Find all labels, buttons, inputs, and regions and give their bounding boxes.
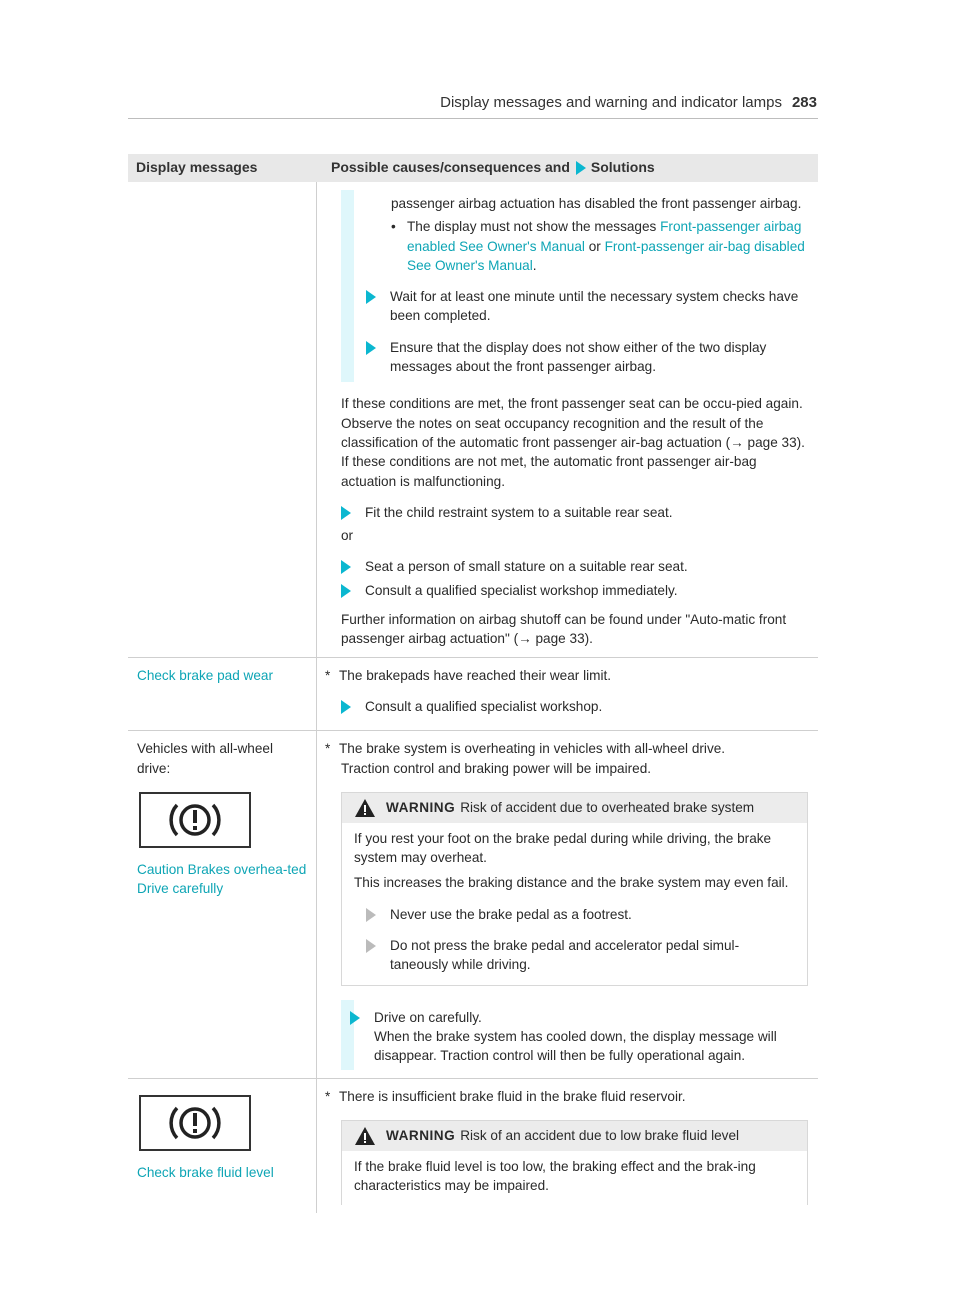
cause-detail: Traction control and braking power will be impaired. bbox=[341, 760, 652, 776]
display-message: Front-passenger air-bag disabled See Owner's Manual bbox=[407, 238, 805, 273]
message-cell bbox=[128, 658, 317, 731]
brake-warning-icon bbox=[139, 1095, 251, 1151]
message-cell bbox=[128, 182, 317, 657]
table-header bbox=[128, 154, 818, 182]
step bbox=[341, 697, 808, 722]
warning-triangle-icon bbox=[354, 1126, 376, 1146]
cause bbox=[325, 1087, 808, 1106]
col-header-causes bbox=[317, 158, 818, 178]
table-row bbox=[128, 658, 818, 732]
arrow-icon bbox=[366, 341, 376, 355]
asterisk: * bbox=[325, 667, 331, 683]
step-text: Seat a person of small stature on a suitable rear seat. bbox=[365, 559, 688, 575]
display-message: Check brake pad wear bbox=[137, 667, 274, 683]
step-detail: When the brake system has cooled down, the display message will disappear. Traction control will then be fully operational again. bbox=[374, 1028, 777, 1064]
period: . bbox=[532, 257, 537, 273]
text-continuation: passenger airbag actuation has disabled the front passenger airbag. bbox=[391, 196, 802, 211]
warning-body bbox=[342, 1151, 807, 1206]
asterisk: * bbox=[325, 1088, 331, 1104]
col-header-causes-text: Possible causes/consequences and bbox=[331, 159, 570, 176]
warning-box bbox=[341, 1120, 808, 1206]
display-message: Front-passenger airbag enabled See Owner's Manual bbox=[407, 219, 802, 254]
table-row bbox=[128, 182, 818, 658]
asterisk: * bbox=[325, 741, 331, 757]
message-cell bbox=[128, 731, 317, 1077]
step bbox=[341, 503, 808, 522]
paragraph: If these conditions are not met, the automatic front passenger air-bag actuation is malfunctioning. bbox=[341, 454, 757, 489]
warning-title: Risk of an accident due to low brake fluid level bbox=[460, 1128, 740, 1144]
step bbox=[354, 936, 795, 975]
display-message: Check brake fluid level bbox=[137, 1164, 274, 1180]
table-row bbox=[128, 731, 818, 1078]
col-header-messages: Display messages bbox=[136, 159, 258, 176]
warning-triangle-icon bbox=[354, 798, 376, 818]
warning-body bbox=[342, 823, 807, 985]
step-text: Never use the brake pedal as a footrest. bbox=[390, 906, 632, 922]
step-text: Consult a qualified specialist workshop. bbox=[365, 698, 603, 714]
arrow-icon bbox=[366, 908, 376, 922]
solution-cell bbox=[317, 1079, 818, 1214]
step-text: Ensure that the display does not show either of the two display messages about the front passenger airbag. bbox=[390, 339, 767, 375]
step bbox=[366, 287, 808, 326]
messages-table bbox=[128, 154, 818, 1213]
bullet: • bbox=[391, 219, 396, 235]
arrow-icon bbox=[341, 506, 351, 520]
step bbox=[354, 905, 795, 924]
step bbox=[341, 581, 808, 600]
arrow-icon bbox=[350, 1011, 360, 1025]
warning-label: WARNING bbox=[386, 1128, 456, 1144]
arrow-icon bbox=[366, 290, 376, 304]
step-text: Do not press the brake pedal and accelerator pedal simul-taneously while driving. bbox=[390, 938, 740, 973]
header-divider bbox=[128, 118, 818, 119]
bullet-text bbox=[407, 217, 808, 275]
header-title: Display messages and warning and indicator lamps bbox=[440, 94, 782, 111]
page-header bbox=[440, 92, 817, 113]
cause bbox=[325, 666, 808, 685]
paragraph: If these conditions are met, the front passenger seat can be occu-pied again. Observe the notes on seat occupancy recognition and the result of the classification of the automatic front passenger air-bag actuation (→ page 33). bbox=[341, 396, 805, 450]
col-header-solutions-text: Solutions bbox=[590, 159, 655, 176]
arrow-icon bbox=[341, 560, 351, 574]
step-group bbox=[341, 190, 808, 382]
warning-header bbox=[342, 793, 807, 823]
step-text: Drive on carefully. bbox=[374, 1009, 482, 1025]
warning-label: WARNING bbox=[386, 800, 456, 816]
warning-header bbox=[342, 1121, 807, 1151]
bullet-prefix: The display must not show the messages bbox=[407, 219, 657, 235]
arrow-icon bbox=[341, 584, 351, 598]
message-cell bbox=[128, 1079, 317, 1214]
step bbox=[354, 1008, 808, 1066]
vehicle-label: Vehicles with all-wheel drive: bbox=[137, 741, 274, 776]
warning-text: If you rest your foot on the brake pedal during while driving, the brake system may overheat. bbox=[354, 830, 772, 866]
list-item bbox=[391, 217, 808, 275]
step-group bbox=[341, 1000, 808, 1070]
or-word: or bbox=[588, 238, 601, 254]
cause-text: There is insufficient brake fluid in the brake fluid reservoir. bbox=[339, 1088, 686, 1104]
arrow-icon bbox=[366, 939, 376, 953]
step-text: Consult a qualified specialist workshop immediately. bbox=[365, 582, 678, 598]
table-row bbox=[128, 1079, 818, 1214]
warning-text: If the brake fluid level is too low, the braking effect and the brak-ing characteristics may be impaired. bbox=[354, 1158, 756, 1194]
cause-text: The brakepads have reached their wear limit. bbox=[339, 667, 612, 683]
paragraph: Further information on airbag shutoff can be found under "Auto-matic front passenger airbag actuation" (→ page 33). bbox=[341, 612, 787, 647]
warning-title: Risk of accident due to overheated brake system bbox=[460, 800, 755, 816]
warning-text: This increases the braking distance and the brake system may even fail. bbox=[354, 875, 789, 891]
solution-cell bbox=[317, 658, 818, 731]
warning-box bbox=[341, 792, 808, 986]
arrow-icon bbox=[576, 161, 586, 175]
solution-cell bbox=[317, 182, 818, 657]
step-body bbox=[374, 1008, 808, 1066]
cause-text: The brake system is overheating in vehicles with all-wheel drive. bbox=[339, 741, 726, 757]
brake-warning-icon bbox=[139, 792, 251, 848]
step bbox=[366, 338, 808, 383]
page-number: 283 bbox=[791, 94, 817, 111]
step-text: Fit the child restraint system to a suitable rear seat. bbox=[365, 504, 673, 520]
display-message: Caution Brakes overhea-ted Drive carefully bbox=[137, 861, 307, 897]
step bbox=[341, 557, 808, 576]
step-text: Wait for at least one minute until the necessary system checks have been completed. bbox=[390, 289, 799, 324]
cause bbox=[325, 739, 808, 758]
or-text: or bbox=[341, 528, 354, 544]
arrow-icon bbox=[341, 700, 351, 714]
solution-cell bbox=[317, 731, 818, 1077]
